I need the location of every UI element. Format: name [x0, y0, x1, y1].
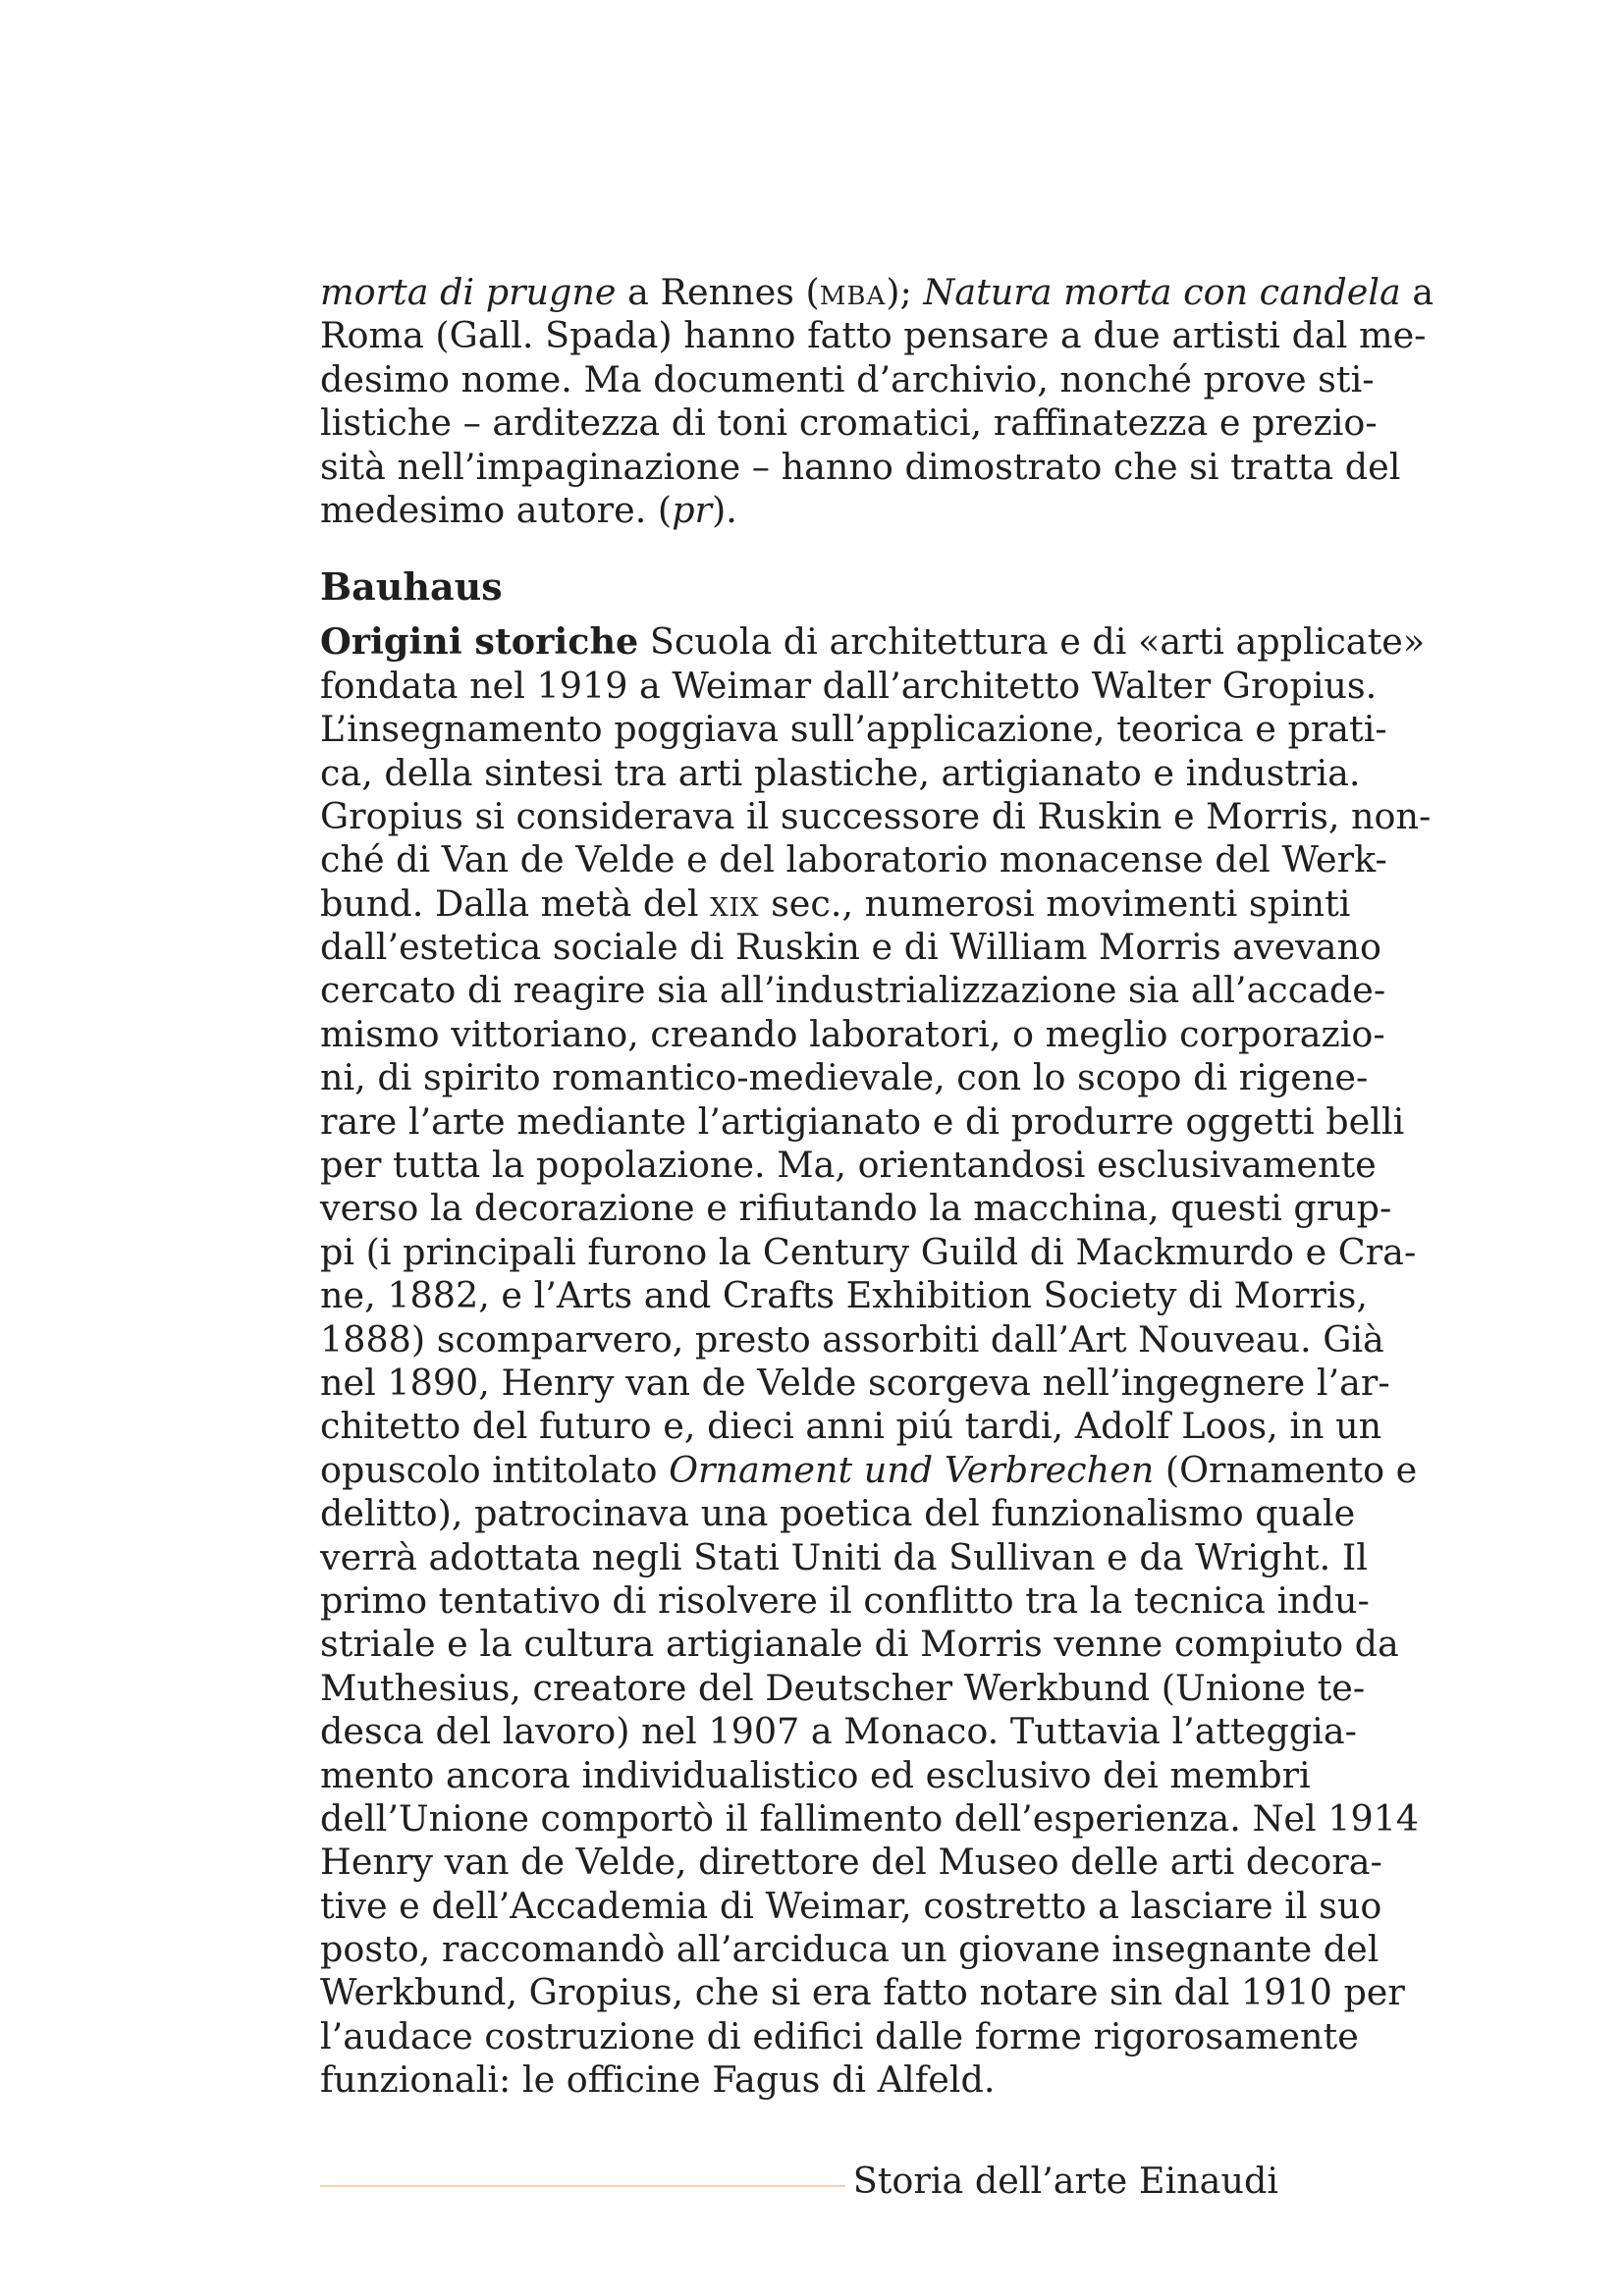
text-line: desimo nome. Ma documenti d’archivio, nonché prove sti-	[320, 357, 1375, 400]
page-content	[320, 271, 1434, 2103]
text-line: medesimo autore. (pr).	[320, 488, 737, 531]
text-line: fondata nel 1919 a Weimar dall’architetto Walter Gropius.	[320, 664, 1378, 707]
footer-title: Storia dell’arte Einaudi	[852, 2160, 1278, 2202]
text-line: bund. Dalla metà del xix sec., numerosi movimenti spinti	[320, 881, 1351, 925]
intro-paragraph	[320, 271, 1434, 532]
text-line: 1888) scomparvero, presto assorbiti dall’Art Nouveau. Già	[320, 1317, 1384, 1361]
paragraph-gap	[320, 532, 1278, 561]
text-line: morta di prugne a Rennes (mba); Natura morta con candela a	[320, 271, 1434, 313]
text-line: verso la decorazione e rifiutando la macchina, questi grup-	[320, 1187, 1392, 1230]
text-line: nel 1890, Henry van de Velde scorgeva nell’ingegnere l’ar-	[320, 1361, 1390, 1404]
text-line: listiche – arditezza di toni cromatici, raffinatezza e prezio-	[320, 401, 1378, 445]
text-line: opuscolo intitolato Ornament und Verbrechen (Ornamento e	[320, 1448, 1418, 1491]
text-line: desca del lavoro) nel 1907 a Monaco. Tuttavia l’atteggia-	[320, 1710, 1357, 1753]
text-line: mismo vittoriano, creando laboratori, o meglio corporazio-	[320, 1012, 1385, 1055]
text-line: ne, 1882, e l’Arts and Crafts Exhibition Society di Morris,	[320, 1274, 1368, 1317]
text-line: Henry van de Velde, direttore del Museo delle arti decora-	[320, 1841, 1382, 1884]
text-line: l’audace costruzione di edifici dalle forme rigorosamente	[320, 2014, 1359, 2057]
entry-title: Bauhaus	[320, 564, 503, 610]
text-line: dall’estetica sociale di Ruskin e di William Morris avevano	[320, 926, 1382, 969]
text-line: per tutta la popolazione. Ma, orientandosi esclusivamente	[320, 1144, 1377, 1187]
text-line: delitto), patrocinava una poetica del funzionalismo quale	[320, 1492, 1356, 1535]
text-line: dell’Unione comportò il fallimento dell’esperienza. Nel 1914	[320, 1796, 1420, 1840]
text-line: posto, raccomandò all’arciduca un giovane insegnante del	[320, 1928, 1380, 1971]
text-line: Werkbund, Gropius, che si era fatto notare sin dal 1910 per	[320, 1971, 1405, 2014]
text-line: rare l’arte mediante l’artigianato e di produrre oggetti belli	[320, 1099, 1405, 1143]
text-line: tive e dell’Accademia di Weimar, costretto a lasciare il suo	[320, 1884, 1382, 1927]
text-line: Roma (Gall. Spada) hanno fatto pensare a due artisti dal me-	[320, 314, 1427, 357]
text-line: Muthesius, creatore del Deutscher Werkbund (Unione te-	[320, 1666, 1366, 1709]
text-line: ché di Van de Velde e del laboratorio monacense del Werk-	[320, 838, 1387, 881]
text-line: cercato di reagire sia all’industrializzazione sia all’accade-	[320, 969, 1386, 1012]
text-line: primo tentativo di risolvere il conflitto tra la tecnica indu-	[320, 1578, 1370, 1622]
text-line: pi (i principali furono la Century Guild di Mackmurdo e Cra-	[320, 1230, 1417, 1273]
text-line: Origini storiche Scuola di architettura e di «arti applicate»	[320, 620, 1426, 664]
entry-body	[320, 620, 1432, 2102]
text-line: L’insegnamento poggiava sull’applicazione, teorica e prati-	[320, 708, 1387, 751]
text-line: funzionali: le officine Fagus di Alfeld.	[320, 2058, 996, 2102]
text-line: verrà adottata negli Stati Uniti da Sullivan e da Wright. Il	[320, 1535, 1368, 1578]
text-line: striale e la cultura artigianale di Morris venne compiuto da	[320, 1623, 1399, 1666]
text-line: ni, di spirito romantico-medievale, con lo scopo di rigene-	[320, 1056, 1369, 1099]
text-line: sità nell’impaginazione – hanno dimostrato che si tratta del	[320, 445, 1401, 488]
text-line: chitetto del futuro e, dieci anni piú tardi, Adolf Loos, in un	[320, 1405, 1382, 1448]
text-line: mento ancora individualistico ed esclusivo dei membri	[320, 1753, 1311, 1796]
text-line: Gropius si considerava il successore di Ruskin e Morris, non-	[320, 794, 1432, 837]
page-footer	[320, 2160, 1278, 2203]
footer-rule	[320, 2185, 845, 2187]
text-line: ca, della sintesi tra arti plastiche, artigianato e industria.	[320, 751, 1361, 794]
